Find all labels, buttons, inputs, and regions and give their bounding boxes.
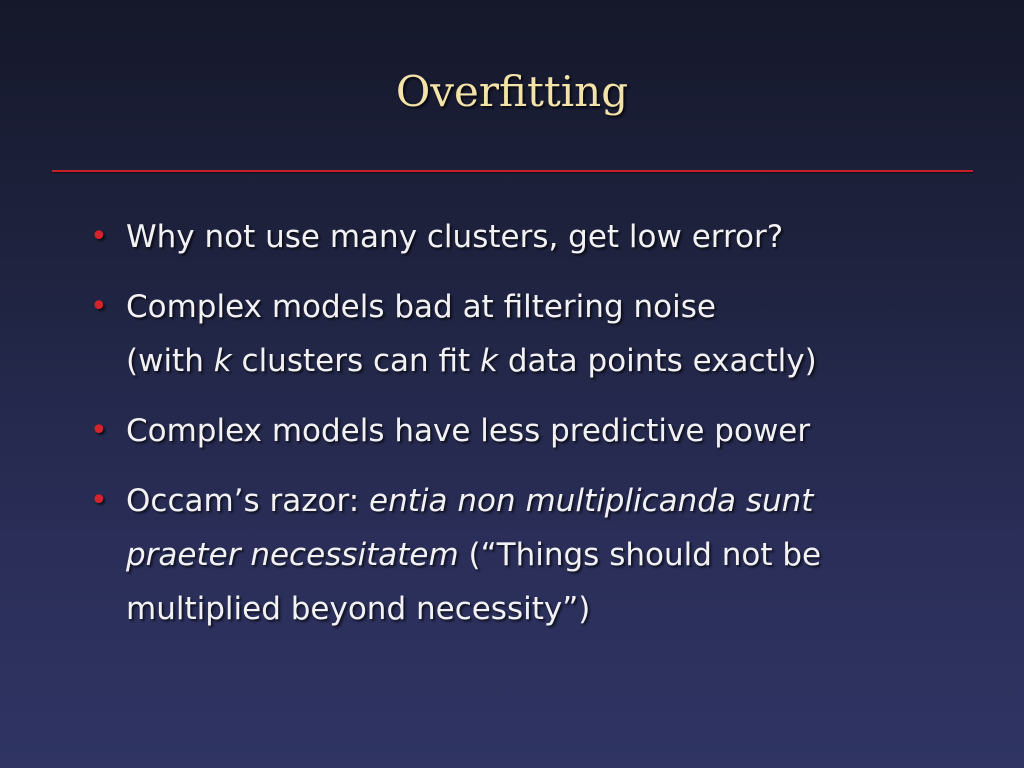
bullet-text: Occam’s razor:: [126, 483, 370, 519]
bullet-text-line: [126, 404, 970, 458]
bullet-text: Complex models bad at filtering noise: [126, 289, 716, 325]
slide-title: Overfitting: [395, 67, 629, 116]
bullet-text: (“Things should not be: [458, 537, 822, 573]
bullet-item-2: [90, 280, 970, 388]
italic-latin-phrase: entia non multiplicanda sunt: [369, 483, 814, 519]
bullet-text: Complex models have less predictive power: [126, 413, 811, 449]
bullet-item-1: [90, 210, 970, 264]
italic-latin-phrase: praeter necessitatem: [126, 537, 459, 573]
italic-variable: k: [213, 343, 232, 379]
bullet-dot: •: [90, 219, 108, 254]
bullet-text-line: [126, 582, 970, 636]
bullet-list: [90, 210, 970, 652]
title-divider: [52, 170, 973, 172]
bullet-text-line: [126, 528, 970, 582]
bullet-text: data points exactly): [498, 343, 817, 379]
bullet-dot: •: [90, 289, 108, 324]
bullet-item-4: [90, 474, 970, 636]
bullet-text-line: [126, 280, 970, 334]
bullet-text-line: [126, 474, 970, 528]
bullet-dot: •: [90, 483, 108, 518]
bullet-dot: •: [90, 413, 108, 448]
italic-variable: k: [480, 343, 498, 379]
bullet-text: multiplied beyond necessity”): [126, 591, 591, 627]
bullet-text: clusters can fit: [231, 343, 481, 379]
bullet-text: Why not use many clusters, get low error?: [126, 219, 784, 255]
bullet-text-line: [126, 210, 970, 264]
bullet-item-3: [90, 404, 970, 458]
bullet-text-line: [126, 334, 970, 388]
bullet-text: (with: [126, 343, 214, 379]
